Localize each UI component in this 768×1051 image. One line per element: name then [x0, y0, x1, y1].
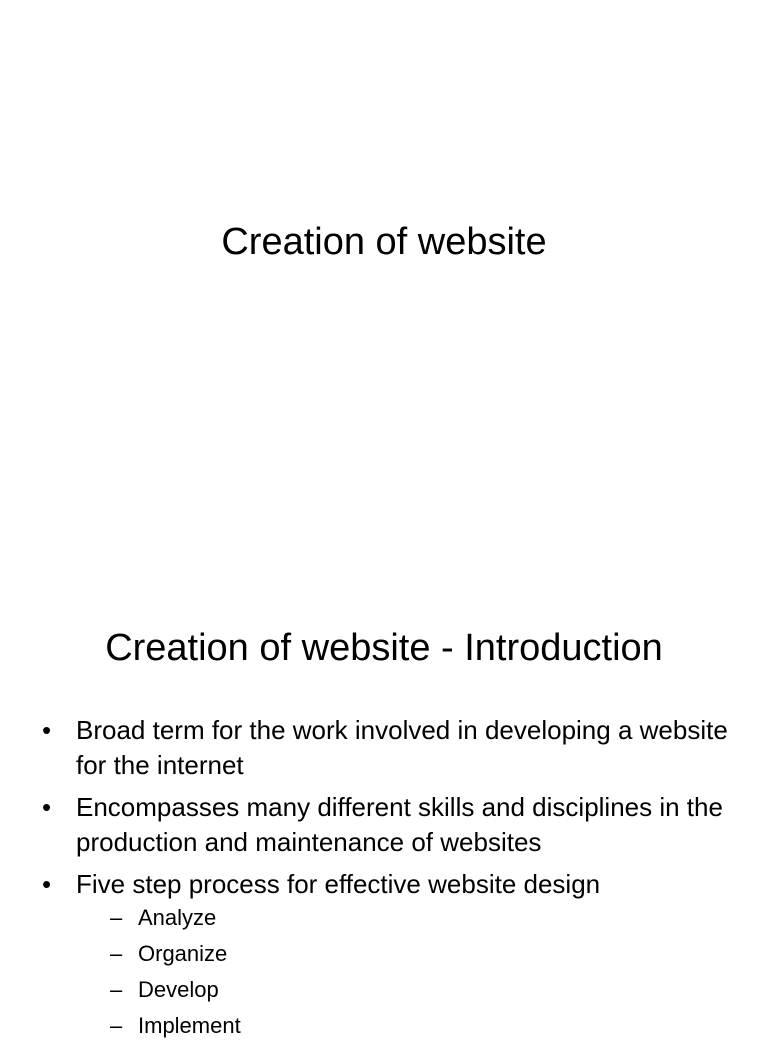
bullet-text: Encompasses many different skills and disciplines in the production and maintenance of websites: [76, 792, 723, 857]
slide-heading: Creation of website - Introduction: [105, 627, 663, 669]
design-step-text: Analyze: [138, 905, 217, 930]
bullet-item: [42, 867, 742, 1044]
design-step-list: [110, 900, 742, 1044]
dash-marker: –: [110, 977, 123, 1002]
bullet-text: Broad term for the work involved in developing a website for the internet: [76, 715, 728, 780]
design-step-item: [110, 972, 742, 1008]
design-step-item: [110, 1008, 742, 1044]
design-step-item: [110, 900, 742, 936]
design-step-text: Organize: [138, 941, 228, 966]
bullet-item: [42, 713, 742, 783]
slide-title: Creation of website: [221, 221, 547, 263]
dash-marker: –: [110, 941, 123, 966]
bullet-list: [42, 713, 742, 1051]
bullet-text: Five step process for effective website design: [76, 869, 601, 899]
introduction-slide: [0, 576, 768, 1038]
design-step-text: Develop: [138, 977, 219, 1002]
dash-marker: –: [110, 905, 123, 930]
dash-marker: –: [110, 1013, 123, 1038]
bullet-item: [42, 790, 742, 860]
bullet-marker: •: [42, 869, 52, 899]
design-step-item: [110, 936, 742, 972]
bullet-marker: •: [42, 715, 52, 745]
bullet-marker: •: [42, 792, 52, 822]
design-step-text: Implement: [138, 1013, 241, 1038]
